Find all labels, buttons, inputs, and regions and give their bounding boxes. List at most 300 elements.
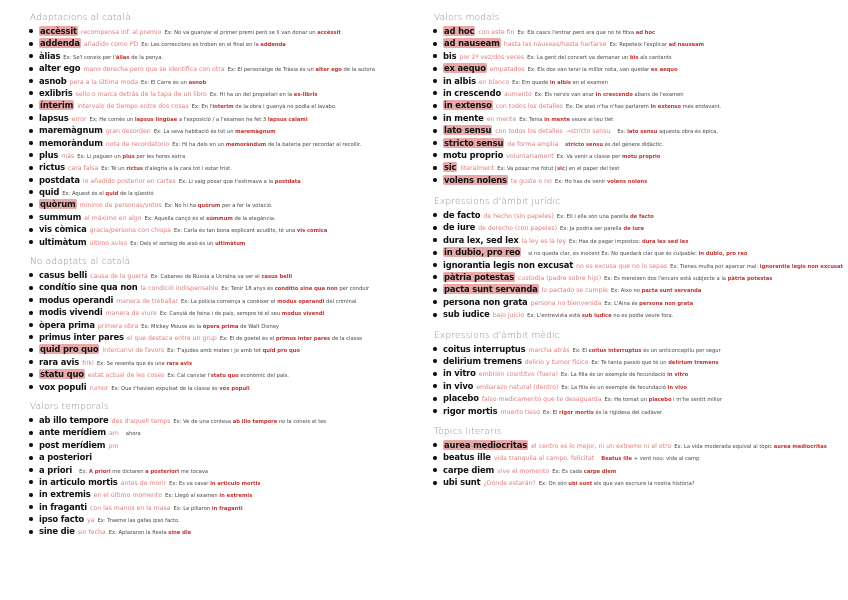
term: aurea mediocritas (444, 439, 528, 450)
translation: mínimo de personas/votos (79, 202, 162, 210)
list-item (432, 50, 837, 62)
term: àlias (39, 50, 61, 61)
example-highlight: súmmum (206, 215, 233, 222)
term: statu quo (40, 369, 84, 380)
list-item (28, 87, 423, 99)
example-highlight: ab illo tempore (232, 418, 278, 425)
example: Ex: Cabanes de Rússia a Ucraïna va ser el (150, 274, 262, 281)
term: in dubio, pro reo (444, 247, 521, 258)
term: in albis (443, 75, 476, 86)
list-item (28, 50, 423, 62)
list-item (28, 99, 423, 111)
term: vox populi (39, 381, 87, 392)
side-note (528, 251, 747, 257)
term: ad nauseam (444, 38, 500, 49)
example-tail: de Walt Disney (238, 323, 279, 330)
translation: de derecho (con papeles) (478, 225, 558, 233)
example: Ex: Se resenta que és una (96, 360, 167, 367)
term: de iure (443, 222, 476, 233)
list-item (28, 319, 423, 331)
example: Ex: Tenir 18 anys és (221, 286, 275, 293)
example: Ex: Es va casar (169, 480, 211, 487)
term: ignorantia legis non excusat (443, 259, 574, 270)
translation: voluntariament (506, 152, 554, 160)
list-item (28, 476, 423, 488)
example-tail: per a fer la votació. (220, 203, 273, 210)
example: Ex: L'Aina és (604, 300, 640, 307)
example-highlight: ultimàtum (215, 240, 246, 247)
example: Ex: La policia comença a conèixer el (180, 298, 278, 305)
list-item (432, 308, 837, 320)
example-highlight: vox populi (219, 385, 250, 392)
example-highlight: ad hoc (635, 30, 656, 36)
translation: error (71, 115, 87, 123)
example-highlight: pacta sunt servanda (641, 288, 702, 295)
example-highlight: modus operandi (277, 298, 325, 305)
side-note-highlight: A priori (88, 468, 111, 475)
item-list (432, 439, 837, 489)
list-item (432, 234, 837, 246)
example: Ex: La filla és un exemple de fecundació (561, 384, 668, 391)
example: Ex: Els dos van tenir la millor nota, van quedar (527, 67, 651, 74)
example-highlight: in extremis (219, 493, 253, 500)
term: modis vivendi (39, 307, 103, 318)
example: Ex: Li paguen un (77, 153, 123, 160)
example-highlight: coitus interruptus (588, 347, 642, 354)
example: Ex: Va venir a classe per (556, 153, 622, 160)
term: quòrum (40, 199, 76, 210)
translation: manera de treballar (116, 297, 178, 305)
section-sec3 (28, 401, 423, 538)
term: ubi sunt (443, 477, 481, 488)
example-tail: d'alegria a la cara tot i estar trist. (143, 166, 232, 173)
list-item (432, 380, 837, 392)
term: lapsus (39, 112, 69, 123)
example-highlight: motu proprio (621, 153, 661, 160)
translation: lo pactado se cumple (541, 287, 608, 295)
translation: antes de morir (120, 479, 167, 487)
example-highlight: de facto (629, 214, 654, 221)
section-sec1 (28, 12, 423, 248)
example: Ex: Repeteix l'explicar (609, 42, 669, 49)
list-item (432, 25, 837, 37)
list-item (432, 392, 837, 404)
term: beatus ille (443, 452, 491, 463)
term: alter ego (39, 63, 81, 74)
term: post merídiem (39, 439, 106, 450)
example-highlight: in vitro (667, 372, 689, 379)
term: ante merídiem (39, 427, 106, 438)
list-item (432, 221, 837, 233)
side-note-text: ahora (125, 431, 141, 438)
example: Ex: El de goetel és el (219, 335, 276, 342)
term: quid (39, 187, 60, 198)
example-highlight: pàtria potestas (727, 276, 773, 283)
term: quid pro quo (40, 344, 99, 355)
item-list (432, 25, 837, 186)
translation: empatados (489, 66, 525, 74)
translation: estat actual de les coses (87, 372, 165, 380)
translation: en blanco (478, 78, 510, 86)
example: Ex: Ell i ella són una parella (556, 214, 630, 221)
example-highlight: in vivo (667, 384, 687, 391)
item-list (432, 209, 843, 321)
term: carpe diem (443, 464, 495, 475)
side-note-highlight-2: a posteriori (145, 468, 180, 475)
term: casus belli (39, 270, 88, 281)
section-title: Valors temporals (30, 401, 109, 412)
translation: la ley es la ley (521, 237, 566, 245)
list-item (28, 501, 423, 513)
term: ex aequo (444, 63, 486, 74)
term: lato sensu (444, 125, 492, 136)
term: sub iudice (443, 309, 490, 320)
translation: más (61, 152, 75, 160)
example: Ex: Té tanta passió que té un (591, 359, 669, 366)
example-highlight: àlias (115, 54, 130, 61)
term: delirium tremens (443, 355, 522, 366)
translation: en mente (486, 115, 517, 123)
example-highlight: accèssit (317, 30, 341, 36)
example-highlight-2: lapsus calami (267, 116, 308, 123)
translation-extra: →stricto sensu (565, 128, 611, 136)
translation: delirio y tumor físico (524, 358, 589, 366)
example: Ex: La gent del concert va demanar un (527, 54, 630, 61)
list-item (28, 124, 423, 136)
term: addenda (40, 38, 80, 49)
list-item (28, 223, 423, 235)
example: Ex: Carla és tan bona explicant acudits, té una (173, 228, 297, 235)
example-highlight: placebo (648, 397, 672, 404)
example: Ex: He tornat un (604, 397, 649, 404)
example-highlight: dura lex sed lex (642, 238, 689, 245)
list-item (432, 405, 837, 417)
example-tail: ] en el paper del test (565, 166, 620, 173)
translation: intervalo de tiempo entre dos cosas (77, 103, 189, 111)
term: in articulo mortis (39, 476, 118, 487)
translation: ¿Dónde estarán? (483, 480, 536, 488)
example-highlight: ad nauseam (668, 42, 705, 49)
list-item (28, 331, 423, 343)
list-item (28, 381, 423, 393)
example-highlight: òpera prima (202, 323, 239, 330)
list-item (28, 525, 423, 537)
example: Ex: La filla és un exemple de fecundació (560, 372, 668, 379)
translation: marcha atrás (528, 346, 570, 354)
example: Ex: Ja podria ser parella (560, 226, 624, 233)
term: in crescendo (443, 87, 502, 98)
translation: vida tranquila al campo, felicitat (493, 455, 595, 463)
example: Ex: De això n'ha n'has parlarem (566, 104, 651, 111)
list-item (432, 439, 837, 451)
side-note-highlight: stricto sensu (565, 141, 604, 148)
example-highlight: primus inter pares (275, 335, 331, 342)
example-highlight: casus belli (261, 274, 293, 281)
term: ultimàtum (39, 236, 87, 247)
example: Ex: Traeme las gafas ipso facto. (97, 518, 180, 525)
translation: en el último momento (93, 492, 163, 500)
term: dura lex, sed lex (443, 234, 519, 245)
section-title: No adaptats al català (30, 257, 131, 268)
example: Ex: No hi ha (164, 203, 198, 210)
example-highlight: delírium tremens (668, 359, 719, 366)
list-item (432, 283, 837, 295)
list-item (432, 112, 837, 124)
translation: aumento (504, 90, 532, 98)
translation: mano derecha pero que se identifica con otra (83, 66, 225, 74)
translation: con todos los detalles (495, 103, 564, 111)
side-note-text: Ex: (617, 129, 628, 136)
example-highlight: vis còmica (296, 228, 328, 235)
example-highlight: addenda (260, 42, 286, 49)
translation: sin fecha (77, 529, 106, 537)
term: exlibris (39, 87, 73, 98)
translation: gran desorden (105, 128, 151, 136)
term: maremàgnum (39, 125, 103, 136)
column-left (28, 12, 423, 546)
example: Ex: Hi ha un del propietari en la (209, 91, 294, 98)
example-highlight: aurea mediocritas (773, 443, 827, 450)
term: persona non grata (443, 296, 528, 307)
example: Ex: Aixo no (610, 288, 642, 295)
term: pàtria potestas (444, 272, 515, 283)
list-item (432, 271, 837, 283)
list-item (28, 414, 423, 426)
list-item (28, 25, 423, 37)
example-tail: de la bateria per recordar al recollir. (266, 141, 362, 148)
example: Ex: No va guanyar el primer premi però se li van donar un (164, 30, 318, 36)
example-tail: en el examen (570, 79, 608, 86)
example-highlight: quid pro quo (262, 348, 300, 355)
example: Ex: Le pillaron (173, 505, 212, 512)
side-note-highlight: lato sensu (627, 129, 658, 136)
example-tail: més endavant. (680, 104, 722, 111)
section-title: Adaptacions al català (30, 13, 131, 23)
example: Ex: Té un (101, 166, 127, 173)
example: Ex: Tenia (519, 116, 545, 123)
list-item (28, 464, 423, 476)
translation: la condició indispensable (140, 285, 219, 293)
list-item (432, 464, 837, 476)
section-sec6 (432, 330, 837, 417)
example-highlight: asnob (188, 79, 207, 86)
side-note-text-2: + vent nou: vida al camp (632, 456, 700, 463)
translation: embarazo natural (dentro) (476, 383, 559, 391)
example-highlight: maremàgnum (235, 129, 276, 136)
example: Ex: La seva habitació és tot un (153, 129, 236, 136)
list-item (28, 211, 423, 223)
example: Ex: Dels el sorteig de això és un (130, 240, 216, 247)
example: Ex: Ve de una contesa (173, 418, 233, 425)
section-title: Expressions d'àmbit jurídic (434, 197, 561, 208)
translation: por 2ª vez/dos veces (459, 53, 525, 61)
example-tail: els que van escriure la nostra història? (592, 481, 695, 488)
example-highlight: in albis (549, 79, 571, 86)
translation: falso medicamento que te desaguarda (481, 396, 602, 404)
translation: con las manos en la masa (90, 504, 171, 512)
example-highlight: sic (557, 166, 566, 173)
translation: vive el momento (497, 467, 550, 475)
section-sec7 (432, 426, 837, 489)
list-item (28, 294, 423, 306)
example: Ex: El personatge de Tràsia és un (227, 67, 316, 74)
section-sec5 (432, 196, 843, 321)
translation: ya (87, 517, 95, 525)
example-tail: i m'he sentit millor (671, 397, 722, 404)
column-right (432, 12, 843, 497)
example: Ex: El (542, 409, 560, 416)
term: in mente (443, 112, 484, 123)
translation: el máximo en algo (84, 214, 142, 222)
list-item (432, 124, 837, 136)
example-tail: de la obra i guanyà no podia el lavabo. (233, 104, 337, 111)
side-note-text: si no queda clar, és inocent Ex: No quedarà clar que és culpable: (528, 251, 699, 258)
translation: embrión cosntitvo (fuera) (478, 371, 558, 379)
term: a posteriori (39, 452, 92, 463)
example: Ex: Es cada (552, 468, 584, 475)
list-item (28, 198, 423, 210)
list-item (432, 296, 837, 308)
example-highlight: alter ego (315, 67, 342, 74)
example-tail: per les hores extra (134, 153, 186, 160)
translation: muerto tieso (500, 408, 540, 416)
example-highlight: carpe diem (583, 468, 617, 475)
translation: am (108, 430, 119, 438)
list-item (432, 37, 837, 49)
term: asnob (39, 75, 67, 86)
translation: literalment (460, 165, 495, 173)
example-tail: de la classe (330, 335, 363, 342)
example-highlight: in fraganti (211, 505, 243, 512)
example: Ex: La vida moderada equival al tòpic (674, 443, 774, 450)
term: in vitro (443, 368, 476, 379)
translation: con todos los detalles (495, 128, 563, 136)
translation: último aviso (89, 239, 128, 247)
example-tail: a l'exposició / a l'examen he fet 3 (177, 116, 268, 123)
translation: te guste o no (510, 177, 552, 185)
translation: des d'aquell temps (111, 417, 171, 425)
list-item (28, 161, 423, 173)
example: Ex: T'ajudes amb mates i jo amb tot (167, 348, 263, 355)
example-highlight: postdata (274, 178, 301, 185)
section-title: Valors modals (434, 13, 500, 23)
list-item (28, 269, 423, 281)
list-item (28, 368, 423, 380)
list-item (28, 37, 423, 49)
example: Ex: Aquest és el (62, 191, 106, 198)
list-item (28, 426, 423, 438)
term: rictus (39, 162, 66, 173)
term: bis (443, 50, 457, 61)
example: Ex: Has de pagar impostos: (568, 238, 642, 245)
example-highlight: volens nolens (607, 178, 648, 185)
list-item (28, 488, 423, 500)
list-item (432, 174, 837, 186)
example: Ex: El Carre és un (141, 79, 189, 86)
translation: friki (82, 359, 94, 367)
example-highlight: rigor mortis (559, 409, 594, 416)
translation: de forma amplia (507, 140, 559, 148)
translation: de hecho (sin papeles) (483, 213, 554, 221)
side-note-text-3: me tocava (179, 468, 209, 475)
term: sine die (39, 526, 75, 537)
example: Ex: Que t'havien expulsat de la classe és (111, 385, 220, 392)
side-note-text-2: aquesta obra és èpica, (657, 129, 719, 136)
example-highlight: persona non grata (639, 300, 694, 307)
translation: rumor (89, 384, 109, 392)
example: Ex: El (572, 347, 589, 354)
translation: el que destaca entre un grup (126, 334, 217, 342)
side-note (79, 469, 208, 475)
list-item (28, 439, 423, 451)
example: Ex: Em quedé (512, 79, 550, 86)
side-note-text-2: me dictaren (110, 468, 146, 475)
term: ipso facto (39, 514, 85, 525)
example-tail: als cantants (638, 54, 672, 61)
list-item (28, 306, 423, 318)
example-highlight: sine die (168, 530, 192, 537)
translation: añadido como PD (83, 41, 139, 49)
example-highlight: quòrum (197, 203, 221, 210)
translation: primera obra (97, 322, 139, 330)
list-item (28, 186, 423, 198)
example-highlight: modus vivendi (281, 311, 325, 318)
translation: persona no bienvenida (530, 299, 602, 307)
example-highlight: rictus (126, 166, 144, 173)
example-highlight: ínterim (212, 104, 234, 111)
term: coitus interruptus (443, 343, 526, 354)
example: Ex: He comès un (89, 116, 135, 123)
term: postdata (39, 174, 80, 185)
side-note-text: Ex: (79, 468, 89, 475)
example-tail: no la coneix el tes (277, 418, 327, 425)
example-tail: no es podia veure fora. (611, 313, 674, 320)
example: Ex: Li vaig posar que t'estimava a la (178, 178, 275, 185)
example-highlight: ignorantia legis non excusat (759, 263, 843, 270)
example: Ex: Tienes multa por aparcar mal: (670, 263, 760, 270)
example: Ex: En l' (191, 104, 213, 111)
example-tail: de la penya. (129, 54, 164, 61)
example-highlight: quid (105, 191, 119, 198)
example-highlight: statu quo (210, 373, 239, 380)
list-item (432, 62, 837, 74)
term: modus operandi (39, 294, 114, 305)
example-tail: veure al teu tiet (569, 116, 614, 123)
term: in fraganti (39, 501, 88, 512)
example-highlight: de iure (623, 226, 644, 233)
list-item (432, 476, 837, 488)
list-item (432, 149, 837, 161)
list-item (28, 281, 423, 293)
list-item (28, 451, 423, 463)
example: Ex: Llegó al examen (165, 493, 220, 500)
example-highlight: bis (629, 54, 639, 61)
example-highlight: in crescendo (595, 91, 633, 98)
list-item (432, 161, 837, 173)
example-highlight: in mente (544, 116, 570, 123)
example: Ex: Les correccions es troben en el final en la (141, 42, 261, 49)
example-tail: abans de l'examen (632, 91, 684, 98)
item-list (432, 343, 837, 417)
example-tail: de la autora (341, 67, 375, 74)
term: in extremis (39, 489, 91, 500)
term: in vivo (443, 380, 474, 391)
term: motu proprio (443, 149, 504, 160)
translation: manera de viure (105, 310, 157, 318)
term: memoràndum (39, 137, 103, 148)
translation: pm (108, 442, 119, 450)
example: Ex: Els cascs l'entrar però ara que no té fitxa (517, 30, 636, 36)
